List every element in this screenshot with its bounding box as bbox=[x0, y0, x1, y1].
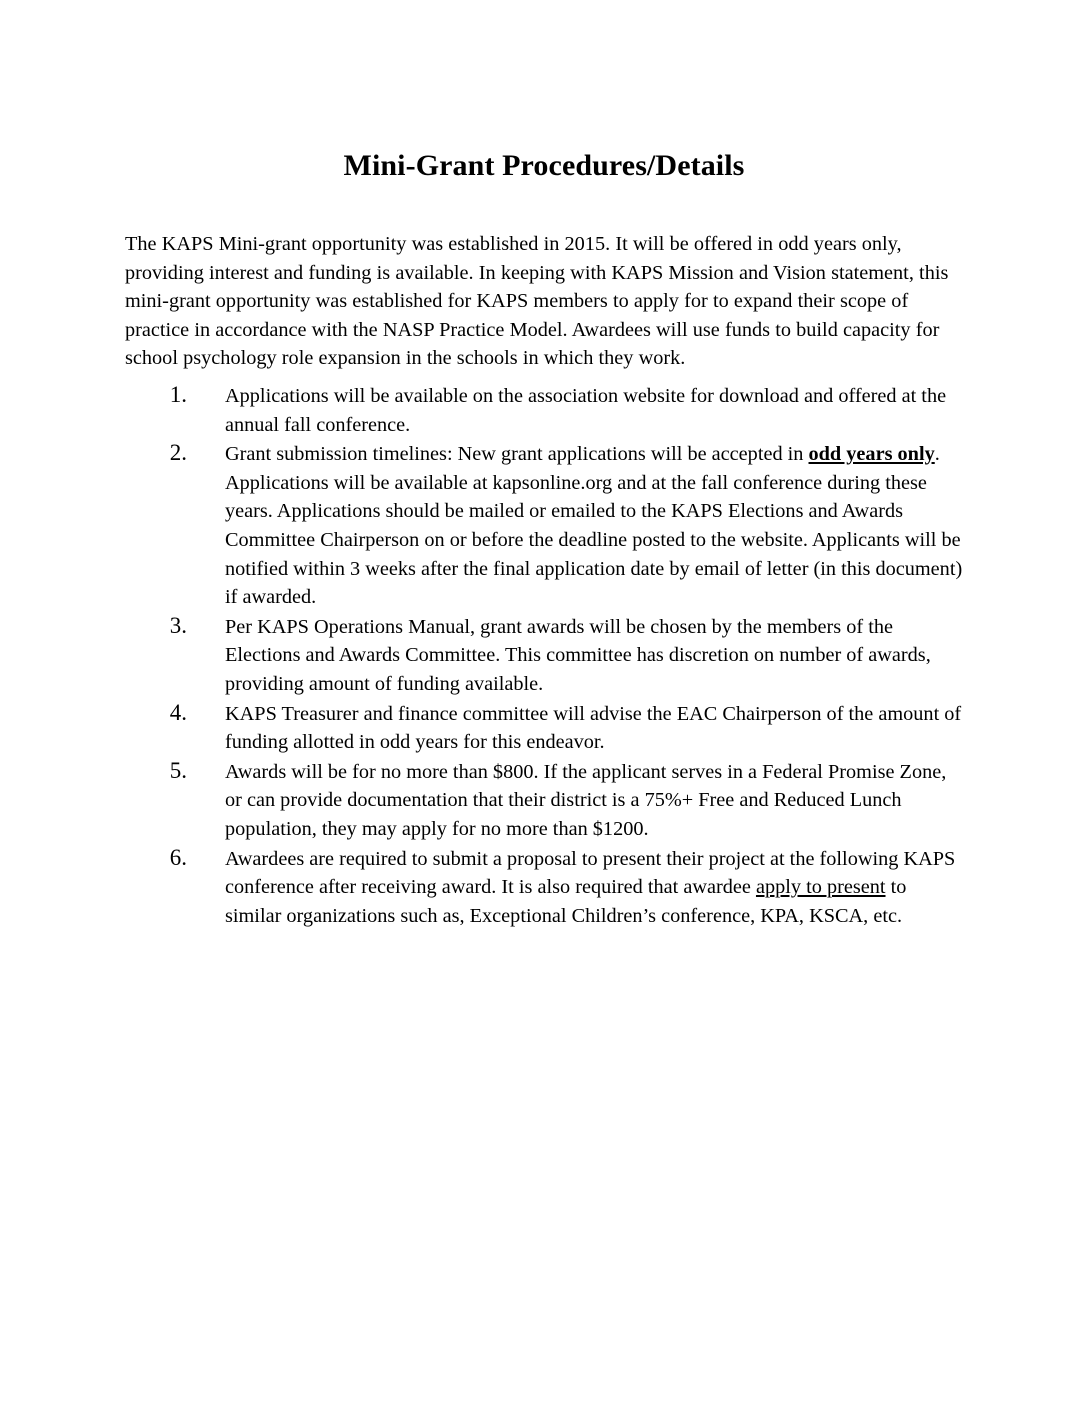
list-item bbox=[125, 845, 963, 931]
list-item-marker: 6. bbox=[169, 844, 187, 870]
list-item-marker: 1. bbox=[169, 382, 187, 407]
page-title: Mini-Grant Procedures/Details bbox=[343, 149, 745, 183]
list-item-text bbox=[225, 848, 955, 927]
text-run: Awardees are required to submit a proposal to present their project at the following KAPS conference after receiving award. It is also required that awardee bbox=[225, 847, 956, 899]
list-item bbox=[125, 382, 963, 439]
procedures-list bbox=[125, 382, 963, 931]
list-item-text: KAPS Treasurer and finance committee will advise the EAC Chairperson of the amount of funding allotted in odd years for this endeavor. bbox=[225, 702, 962, 754]
list-item bbox=[125, 700, 963, 757]
list-item-text: Awards will be for no more than $800. If the applicant serves in a Federal Promise Zone, or can provide documentation that their district is a 75%+ Free and Reduced Lunch population, they may apply for no more than $1200. bbox=[225, 760, 947, 840]
list-item bbox=[125, 758, 963, 844]
list-item bbox=[125, 440, 963, 612]
emphasis-underline: apply to present bbox=[755, 876, 886, 899]
list-item-marker: 4. bbox=[169, 699, 187, 725]
emphasis-bold-underline: odd years only bbox=[808, 443, 935, 466]
list-item-text: Per KAPS Operations Manual, grant awards will be chosen by the members of the Elections and Awards Committee. This committee has discretion on number of awards, providing amount of funding available. bbox=[225, 615, 931, 695]
text-run: . Applications will be available at kapsonline.org and at the fall conference during these years. Applications should be mailed or emailed to the KAPS Elections and Awards Committee Chairperson on or before the deadline posted to the website. Applicants will be notified within 3 weeks after the final application date by email of letter (in this document) if awarded. bbox=[225, 443, 963, 609]
text-run: to similar organizations such as, Exceptional Children’s conference, KPA, KSCA, etc. bbox=[225, 876, 907, 927]
intro-paragraph: The KAPS Mini-grant opportunity was established in 2015. It will be offered in odd years only, providing interest and funding is available. In keeping with KAPS Mission and Vision statement, this mini-grant opportunity was established for KAPS members to apply for to expand their scope of practice in accordance with the NASP Practice Model. Awardees will use funds to build capacity for school psychology role expansion in the schools in which they work. bbox=[125, 233, 949, 369]
list-item-marker: 3. bbox=[169, 612, 187, 638]
list-item-marker: 5. bbox=[169, 757, 187, 783]
list-item bbox=[125, 613, 963, 699]
list-item-text: Applications will be available on the association website for download and offered at the annual fall conference. bbox=[225, 385, 947, 436]
list-item-marker: 2. bbox=[169, 440, 187, 466]
text-run: Grant submission timelines: New grant applications will be accepted in bbox=[225, 443, 809, 466]
list-item-text bbox=[225, 443, 962, 608]
